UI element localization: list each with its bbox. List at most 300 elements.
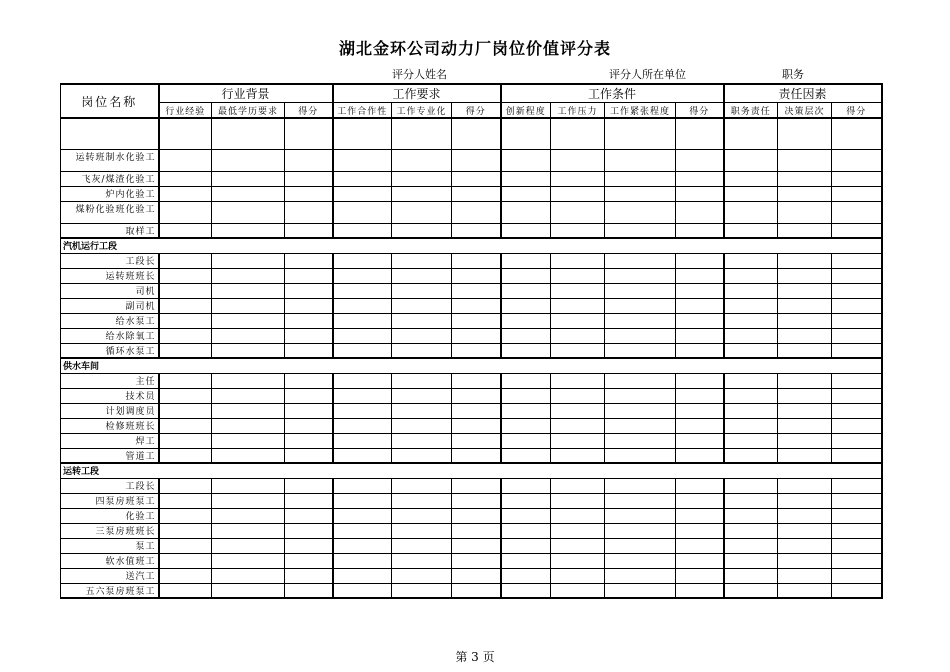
score-cell[interactable]	[285, 343, 333, 358]
score-cell[interactable]	[724, 171, 778, 186]
score-cell[interactable]	[778, 478, 832, 493]
score-cell[interactable]	[724, 253, 778, 268]
score-cell[interactable]	[676, 388, 724, 403]
score-cell[interactable]	[212, 493, 285, 508]
score-cell[interactable]	[551, 523, 605, 538]
score-cell[interactable]	[605, 343, 676, 358]
score-cell[interactable]	[551, 553, 605, 568]
score-cell[interactable]	[832, 313, 882, 328]
score-cell[interactable]	[285, 418, 333, 433]
score-cell[interactable]	[212, 418, 285, 433]
score-cell[interactable]	[724, 478, 778, 493]
score-cell[interactable]	[159, 298, 212, 313]
score-cell[interactable]	[212, 298, 285, 313]
score-cell[interactable]	[159, 118, 212, 149]
score-cell[interactable]	[832, 403, 882, 418]
score-cell[interactable]	[724, 493, 778, 508]
score-cell[interactable]	[551, 149, 605, 171]
score-cell[interactable]	[605, 553, 676, 568]
score-cell[interactable]	[212, 373, 285, 388]
score-cell[interactable]	[159, 553, 212, 568]
score-cell[interactable]	[392, 328, 452, 343]
score-cell[interactable]	[501, 313, 551, 328]
score-cell[interactable]	[285, 478, 333, 493]
score-cell[interactable]	[333, 171, 392, 186]
score-cell[interactable]	[501, 201, 551, 223]
score-cell[interactable]	[212, 508, 285, 523]
score-cell[interactable]	[676, 523, 724, 538]
score-cell[interactable]	[333, 283, 392, 298]
score-cell[interactable]	[832, 538, 882, 553]
score-cell[interactable]	[832, 171, 882, 186]
score-cell[interactable]	[676, 508, 724, 523]
score-cell[interactable]	[452, 433, 501, 448]
score-cell[interactable]	[501, 149, 551, 171]
score-cell[interactable]	[333, 583, 392, 598]
score-cell[interactable]	[778, 201, 832, 223]
score-cell[interactable]	[832, 201, 882, 223]
score-cell[interactable]	[333, 201, 392, 223]
score-cell[interactable]	[676, 313, 724, 328]
score-cell[interactable]	[285, 328, 333, 343]
score-cell[interactable]	[285, 538, 333, 553]
score-cell[interactable]	[501, 118, 551, 149]
score-cell[interactable]	[832, 149, 882, 171]
score-cell[interactable]	[676, 373, 724, 388]
score-cell[interactable]	[778, 448, 832, 463]
score-cell[interactable]	[452, 568, 501, 583]
score-cell[interactable]	[392, 538, 452, 553]
score-cell[interactable]	[212, 268, 285, 283]
score-cell[interactable]	[333, 253, 392, 268]
score-cell[interactable]	[392, 478, 452, 493]
score-cell[interactable]	[676, 328, 724, 343]
score-cell[interactable]	[212, 149, 285, 171]
score-cell[interactable]	[333, 553, 392, 568]
score-cell[interactable]	[212, 538, 285, 553]
score-cell[interactable]	[676, 186, 724, 201]
score-cell[interactable]	[724, 201, 778, 223]
score-cell[interactable]	[285, 268, 333, 283]
score-cell[interactable]	[501, 171, 551, 186]
score-cell[interactable]	[551, 283, 605, 298]
score-cell[interactable]	[159, 418, 212, 433]
score-cell[interactable]	[333, 388, 392, 403]
score-cell[interactable]	[676, 171, 724, 186]
score-cell[interactable]	[832, 448, 882, 463]
score-cell[interactable]	[551, 538, 605, 553]
score-cell[interactable]	[285, 201, 333, 223]
score-cell[interactable]	[452, 373, 501, 388]
score-cell[interactable]	[212, 553, 285, 568]
score-cell[interactable]	[551, 298, 605, 313]
score-cell[interactable]	[285, 388, 333, 403]
score-cell[interactable]	[212, 328, 285, 343]
score-cell[interactable]	[551, 403, 605, 418]
score-cell[interactable]	[392, 508, 452, 523]
score-cell[interactable]	[832, 253, 882, 268]
score-cell[interactable]	[605, 201, 676, 223]
score-cell[interactable]	[392, 523, 452, 538]
score-cell[interactable]	[778, 523, 832, 538]
score-cell[interactable]	[159, 583, 212, 598]
score-cell[interactable]	[605, 388, 676, 403]
score-cell[interactable]	[501, 223, 551, 238]
score-cell[interactable]	[501, 493, 551, 508]
score-cell[interactable]	[724, 328, 778, 343]
score-cell[interactable]	[159, 523, 212, 538]
score-cell[interactable]	[212, 448, 285, 463]
score-cell[interactable]	[832, 508, 882, 523]
score-cell[interactable]	[452, 493, 501, 508]
score-cell[interactable]	[778, 343, 832, 358]
score-cell[interactable]	[832, 478, 882, 493]
score-cell[interactable]	[212, 583, 285, 598]
score-cell[interactable]	[605, 568, 676, 583]
score-cell[interactable]	[452, 186, 501, 201]
score-cell[interactable]	[676, 223, 724, 238]
score-cell[interactable]	[452, 538, 501, 553]
score-cell[interactable]	[676, 493, 724, 508]
score-cell[interactable]	[605, 149, 676, 171]
score-cell[interactable]	[392, 418, 452, 433]
score-cell[interactable]	[605, 171, 676, 186]
score-cell[interactable]	[676, 149, 724, 171]
score-cell[interactable]	[392, 118, 452, 149]
score-cell[interactable]	[605, 508, 676, 523]
score-cell[interactable]	[452, 343, 501, 358]
score-cell[interactable]	[392, 223, 452, 238]
score-cell[interactable]	[285, 186, 333, 201]
score-cell[interactable]	[333, 118, 392, 149]
score-cell[interactable]	[778, 493, 832, 508]
score-cell[interactable]	[285, 171, 333, 186]
score-cell[interactable]	[551, 478, 605, 493]
score-cell[interactable]	[551, 493, 605, 508]
score-cell[interactable]	[605, 186, 676, 201]
score-cell[interactable]	[832, 223, 882, 238]
score-cell[interactable]	[333, 223, 392, 238]
score-cell[interactable]	[605, 283, 676, 298]
score-cell[interactable]	[333, 478, 392, 493]
score-cell[interactable]	[605, 118, 676, 149]
score-cell[interactable]	[333, 149, 392, 171]
score-cell[interactable]	[392, 403, 452, 418]
score-cell[interactable]	[392, 149, 452, 171]
score-cell[interactable]	[285, 118, 333, 149]
score-cell[interactable]	[159, 328, 212, 343]
score-cell[interactable]	[832, 373, 882, 388]
score-cell[interactable]	[501, 478, 551, 493]
score-cell[interactable]	[501, 538, 551, 553]
score-cell[interactable]	[605, 583, 676, 598]
score-cell[interactable]	[452, 328, 501, 343]
score-cell[interactable]	[333, 568, 392, 583]
score-cell[interactable]	[212, 186, 285, 201]
score-cell[interactable]	[212, 343, 285, 358]
score-cell[interactable]	[452, 478, 501, 493]
score-cell[interactable]	[392, 313, 452, 328]
score-cell[interactable]	[285, 403, 333, 418]
score-cell[interactable]	[285, 523, 333, 538]
score-cell[interactable]	[333, 418, 392, 433]
score-cell[interactable]	[159, 388, 212, 403]
score-cell[interactable]	[501, 523, 551, 538]
score-cell[interactable]	[285, 223, 333, 238]
score-cell[interactable]	[159, 201, 212, 223]
score-cell[interactable]	[778, 223, 832, 238]
score-cell[interactable]	[333, 328, 392, 343]
score-cell[interactable]	[452, 201, 501, 223]
score-cell[interactable]	[778, 171, 832, 186]
score-cell[interactable]	[724, 118, 778, 149]
score-cell[interactable]	[159, 283, 212, 298]
score-cell[interactable]	[676, 568, 724, 583]
score-cell[interactable]	[676, 583, 724, 598]
score-cell[interactable]	[778, 149, 832, 171]
score-cell[interactable]	[551, 433, 605, 448]
score-cell[interactable]	[392, 268, 452, 283]
score-cell[interactable]	[452, 403, 501, 418]
score-cell[interactable]	[832, 568, 882, 583]
score-cell[interactable]	[212, 201, 285, 223]
score-cell[interactable]	[676, 283, 724, 298]
score-cell[interactable]	[159, 313, 212, 328]
score-cell[interactable]	[778, 568, 832, 583]
score-cell[interactable]	[605, 523, 676, 538]
score-cell[interactable]	[724, 523, 778, 538]
score-cell[interactable]	[778, 508, 832, 523]
score-cell[interactable]	[212, 223, 285, 238]
score-cell[interactable]	[676, 253, 724, 268]
score-cell[interactable]	[832, 283, 882, 298]
score-cell[interactable]	[159, 538, 212, 553]
score-cell[interactable]	[832, 118, 882, 149]
score-cell[interactable]	[392, 283, 452, 298]
score-cell[interactable]	[676, 448, 724, 463]
score-cell[interactable]	[551, 568, 605, 583]
score-cell[interactable]	[159, 343, 212, 358]
score-cell[interactable]	[159, 373, 212, 388]
score-cell[interactable]	[724, 448, 778, 463]
score-cell[interactable]	[392, 568, 452, 583]
score-cell[interactable]	[333, 538, 392, 553]
score-cell[interactable]	[159, 433, 212, 448]
score-cell[interactable]	[551, 583, 605, 598]
score-cell[interactable]	[452, 118, 501, 149]
score-cell[interactable]	[159, 186, 212, 201]
score-cell[interactable]	[452, 223, 501, 238]
score-cell[interactable]	[551, 448, 605, 463]
score-cell[interactable]	[832, 328, 882, 343]
score-cell[interactable]	[724, 283, 778, 298]
score-cell[interactable]	[778, 388, 832, 403]
score-cell[interactable]	[452, 149, 501, 171]
score-cell[interactable]	[778, 433, 832, 448]
score-cell[interactable]	[212, 523, 285, 538]
score-cell[interactable]	[551, 418, 605, 433]
score-cell[interactable]	[212, 433, 285, 448]
score-cell[interactable]	[452, 253, 501, 268]
score-cell[interactable]	[392, 553, 452, 568]
score-cell[interactable]	[212, 568, 285, 583]
score-cell[interactable]	[778, 538, 832, 553]
score-cell[interactable]	[605, 253, 676, 268]
score-cell[interactable]	[832, 298, 882, 313]
score-cell[interactable]	[501, 403, 551, 418]
score-cell[interactable]	[285, 283, 333, 298]
score-cell[interactable]	[501, 418, 551, 433]
score-cell[interactable]	[605, 448, 676, 463]
score-cell[interactable]	[724, 418, 778, 433]
score-cell[interactable]	[832, 343, 882, 358]
score-cell[interactable]	[501, 388, 551, 403]
score-cell[interactable]	[832, 523, 882, 538]
score-cell[interactable]	[724, 568, 778, 583]
score-cell[interactable]	[724, 553, 778, 568]
score-cell[interactable]	[778, 283, 832, 298]
score-cell[interactable]	[501, 268, 551, 283]
score-cell[interactable]	[452, 268, 501, 283]
score-cell[interactable]	[159, 478, 212, 493]
score-cell[interactable]	[551, 373, 605, 388]
score-cell[interactable]	[333, 433, 392, 448]
score-cell[interactable]	[285, 253, 333, 268]
score-cell[interactable]	[778, 418, 832, 433]
score-cell[interactable]	[452, 171, 501, 186]
score-cell[interactable]	[676, 418, 724, 433]
score-cell[interactable]	[285, 568, 333, 583]
score-cell[interactable]	[285, 433, 333, 448]
score-cell[interactable]	[778, 403, 832, 418]
score-cell[interactable]	[724, 508, 778, 523]
score-cell[interactable]	[333, 298, 392, 313]
score-cell[interactable]	[452, 553, 501, 568]
score-cell[interactable]	[501, 433, 551, 448]
score-cell[interactable]	[605, 493, 676, 508]
score-cell[interactable]	[676, 433, 724, 448]
score-cell[interactable]	[392, 433, 452, 448]
score-cell[interactable]	[285, 583, 333, 598]
score-cell[interactable]	[501, 448, 551, 463]
score-cell[interactable]	[501, 253, 551, 268]
score-cell[interactable]	[212, 478, 285, 493]
score-cell[interactable]	[285, 313, 333, 328]
score-cell[interactable]	[551, 201, 605, 223]
score-cell[interactable]	[159, 149, 212, 171]
score-cell[interactable]	[778, 186, 832, 201]
score-cell[interactable]	[605, 433, 676, 448]
score-cell[interactable]	[452, 313, 501, 328]
score-cell[interactable]	[333, 268, 392, 283]
score-cell[interactable]	[676, 553, 724, 568]
score-cell[interactable]	[724, 538, 778, 553]
score-cell[interactable]	[676, 403, 724, 418]
score-cell[interactable]	[724, 388, 778, 403]
score-cell[interactable]	[392, 493, 452, 508]
score-cell[interactable]	[212, 313, 285, 328]
score-cell[interactable]	[285, 448, 333, 463]
score-cell[interactable]	[452, 388, 501, 403]
score-cell[interactable]	[551, 313, 605, 328]
score-cell[interactable]	[778, 328, 832, 343]
score-cell[interactable]	[285, 149, 333, 171]
score-cell[interactable]	[605, 328, 676, 343]
score-cell[interactable]	[676, 478, 724, 493]
score-cell[interactable]	[778, 373, 832, 388]
score-cell[interactable]	[778, 253, 832, 268]
score-cell[interactable]	[392, 186, 452, 201]
score-cell[interactable]	[778, 313, 832, 328]
score-cell[interactable]	[333, 403, 392, 418]
score-cell[interactable]	[501, 553, 551, 568]
score-cell[interactable]	[605, 538, 676, 553]
score-cell[interactable]	[392, 253, 452, 268]
score-cell[interactable]	[392, 171, 452, 186]
score-cell[interactable]	[159, 448, 212, 463]
score-cell[interactable]	[333, 448, 392, 463]
score-cell[interactable]	[501, 373, 551, 388]
score-cell[interactable]	[832, 268, 882, 283]
score-cell[interactable]	[724, 373, 778, 388]
score-cell[interactable]	[676, 298, 724, 313]
score-cell[interactable]	[501, 283, 551, 298]
score-cell[interactable]	[724, 343, 778, 358]
score-cell[interactable]	[832, 418, 882, 433]
score-cell[interactable]	[724, 583, 778, 598]
score-cell[interactable]	[605, 298, 676, 313]
score-cell[interactable]	[605, 373, 676, 388]
score-cell[interactable]	[832, 433, 882, 448]
score-cell[interactable]	[452, 523, 501, 538]
score-cell[interactable]	[551, 171, 605, 186]
score-cell[interactable]	[724, 149, 778, 171]
score-cell[interactable]	[212, 283, 285, 298]
score-cell[interactable]	[551, 253, 605, 268]
score-cell[interactable]	[501, 508, 551, 523]
score-cell[interactable]	[392, 583, 452, 598]
score-cell[interactable]	[392, 201, 452, 223]
score-cell[interactable]	[501, 568, 551, 583]
score-cell[interactable]	[832, 186, 882, 201]
score-cell[interactable]	[551, 343, 605, 358]
score-cell[interactable]	[452, 583, 501, 598]
score-cell[interactable]	[452, 448, 501, 463]
score-cell[interactable]	[452, 283, 501, 298]
score-cell[interactable]	[333, 493, 392, 508]
score-cell[interactable]	[333, 508, 392, 523]
score-cell[interactable]	[605, 418, 676, 433]
score-cell[interactable]	[676, 538, 724, 553]
score-cell[interactable]	[778, 268, 832, 283]
score-cell[interactable]	[605, 223, 676, 238]
score-cell[interactable]	[676, 201, 724, 223]
score-cell[interactable]	[212, 171, 285, 186]
score-cell[interactable]	[501, 186, 551, 201]
score-cell[interactable]	[159, 253, 212, 268]
score-cell[interactable]	[212, 388, 285, 403]
score-cell[interactable]	[605, 403, 676, 418]
score-cell[interactable]	[452, 418, 501, 433]
score-cell[interactable]	[551, 186, 605, 201]
score-cell[interactable]	[333, 373, 392, 388]
score-cell[interactable]	[605, 313, 676, 328]
score-cell[interactable]	[333, 343, 392, 358]
score-cell[interactable]	[159, 268, 212, 283]
score-cell[interactable]	[212, 253, 285, 268]
score-cell[interactable]	[452, 298, 501, 313]
score-cell[interactable]	[551, 223, 605, 238]
